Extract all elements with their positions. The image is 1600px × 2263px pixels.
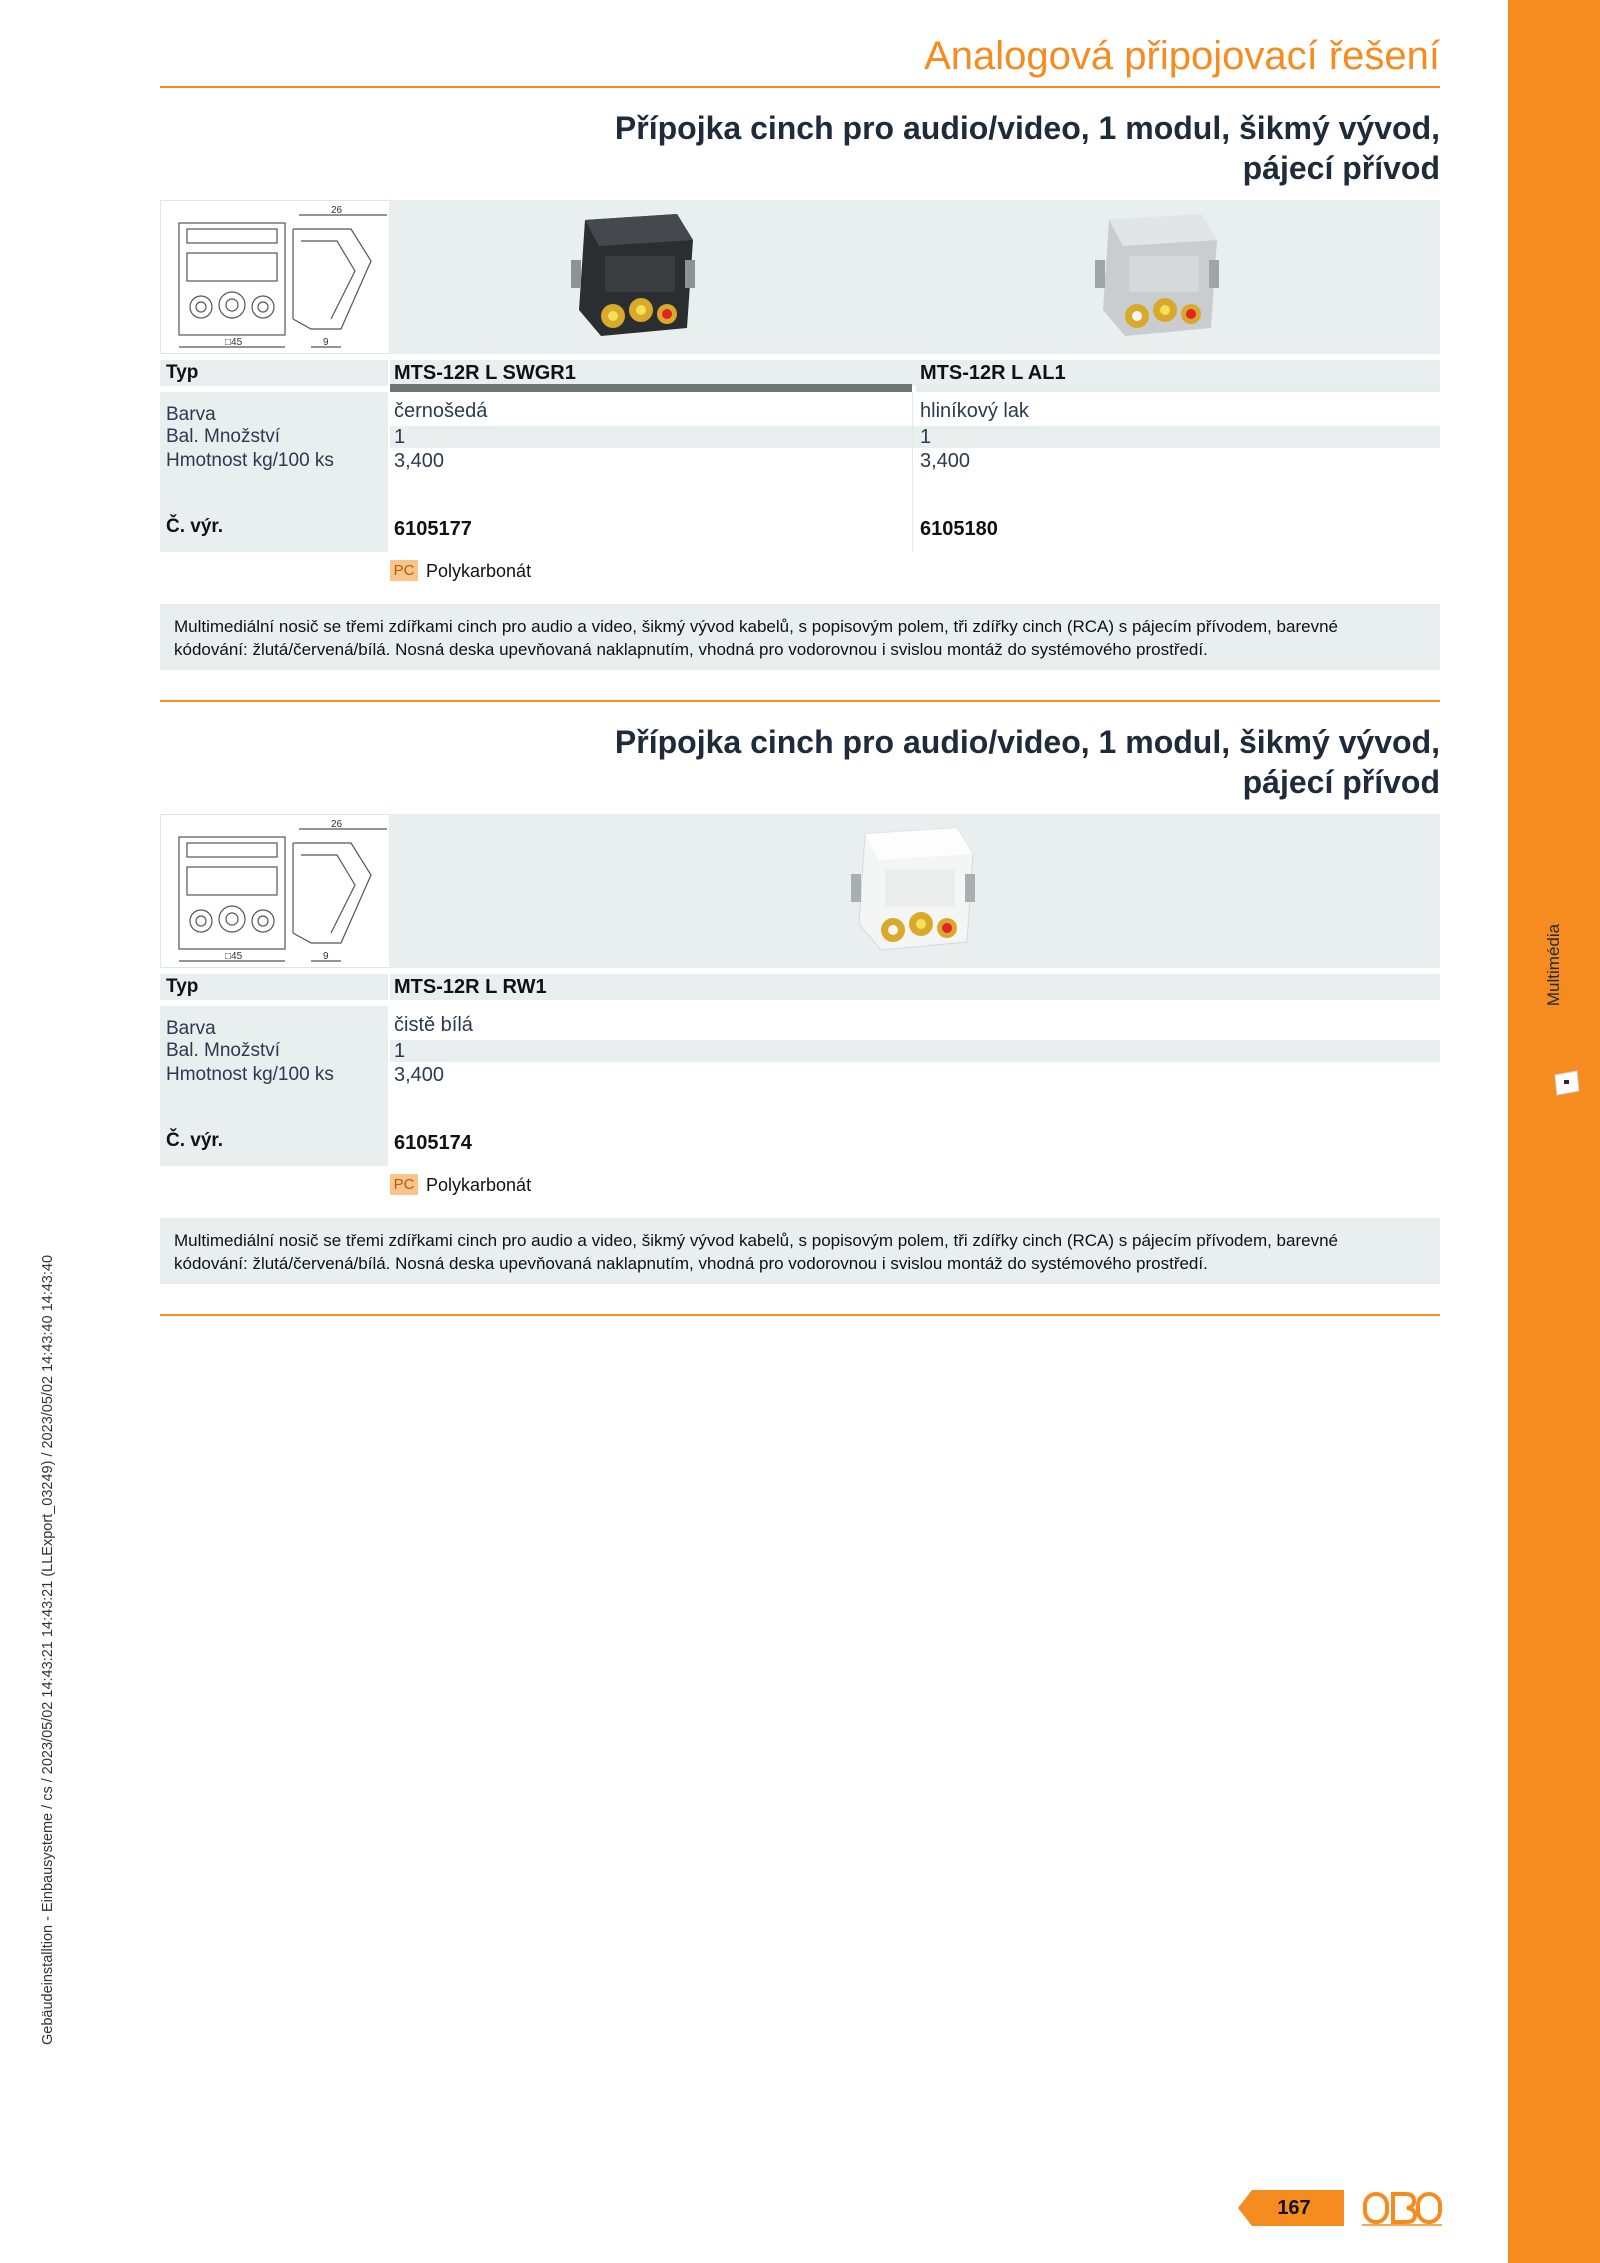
svg-text:26: 26: [331, 205, 343, 216]
obo-logo-icon: [1362, 2188, 1442, 2228]
color-swatch-bar: [390, 384, 912, 392]
material-badge: PC: [390, 1174, 418, 1195]
color-swatch-bar: [916, 384, 1440, 392]
export-metadata: Gebäudeinstalltion - Einbausysteme / cs / 2023/05/02 14:43:21 14:43:21 (LLExport_03249) / 2023/05/02 14:43:40 14:43:40: [40, 1254, 56, 2046]
label-article: Č. výr.: [166, 1130, 224, 1151]
product-weight: 3,400: [920, 450, 971, 472]
svg-text:9: 9: [323, 951, 329, 962]
product-color: hliníkový lak: [920, 400, 1029, 422]
technical-drawing: [160, 814, 390, 968]
product-qty: 1: [920, 426, 932, 448]
product-description: Multimediální nosič se třemi zdířkami cinch pro audio a video, šikmý vývod kabelů, s popisovým polem, tři zdířky cinch (RCA) s pájecím přívodem, barevné kódování: žlutá/červená/bílá. Nosná deska upevňovaná naklapnutím, vhodná pro vodorovnou i svislou montáž do systémového prostředí.: [160, 604, 1440, 670]
product-section-1: [160, 108, 1440, 668]
product-qty: 1: [394, 426, 406, 448]
dimension-drawing-icon: [161, 815, 389, 967]
svg-text:□45: □45: [225, 951, 243, 962]
section-divider: [160, 700, 1440, 702]
technical-drawing: [160, 200, 390, 354]
product-photo-dark: [565, 210, 705, 344]
product-description: Multimediální nosič se třemi zdířkami cinch pro audio a video, šikmý vývod kabelů, s popisovým polem, tři zdířky cinch (RCA) s pájecím přívodem, barevné kódování: žlutá/červená/bílá. Nosná deska upevňovaná naklapnutím, vhodná pro vodorovnou i svislou montáž do systémového prostředí.: [160, 1218, 1440, 1284]
product-qty: 1: [394, 1040, 406, 1062]
label-article: Č. výr.: [166, 516, 224, 537]
svg-text:□45: □45: [225, 337, 243, 348]
product-photo-white: [845, 824, 985, 958]
label-color: Barva: [166, 1018, 216, 1039]
product-color: černošedá: [394, 400, 488, 422]
product-section-2: [160, 722, 1440, 1282]
label-type: Typ: [166, 976, 199, 997]
section-divider: [160, 1314, 1440, 1316]
svg-text:26: 26: [331, 819, 343, 830]
svg-text:OBO: OBO: [1400, 2218, 1404, 2219]
material-name: Polykarbonát: [426, 561, 532, 581]
product-type: MTS-12R L RW1: [394, 976, 547, 998]
product-photo-aluminium: [1089, 210, 1229, 344]
dimension-drawing-icon: [161, 201, 389, 353]
material-name: Polykarbonát: [426, 1175, 532, 1195]
label-qty: Bal. Množství: [166, 426, 281, 447]
product-weight: 3,400: [394, 1064, 445, 1086]
product-images-row: [160, 814, 1440, 968]
product-color: čistě bílá: [394, 1014, 473, 1036]
article-number: 6105180: [920, 518, 998, 540]
product-images-row: [160, 200, 1440, 354]
label-type: Typ: [166, 362, 199, 383]
photo-band: [389, 814, 1440, 968]
label-qty: Bal. Množství: [166, 1040, 281, 1061]
photo-band: [389, 200, 1440, 354]
label-weight: Hmotnost kg/100 ks: [166, 450, 334, 471]
sidebar-category-label: Multimédia: [1544, 923, 1563, 1007]
material-badge: PC: [390, 560, 418, 581]
label-color: Barva: [166, 404, 216, 425]
page-number: 167: [1277, 2197, 1311, 2219]
label-weight: Hmotnost kg/100 ks: [166, 1064, 334, 1085]
article-number: 6105174: [394, 1132, 472, 1154]
section-title: Přípojka cinch pro audio/video, 1 modul, šikmý vývod, pájecí přívod: [614, 110, 1440, 186]
sidebar-band: [1508, 0, 1600, 2263]
product-weight: 3,400: [394, 450, 445, 472]
header-divider: [160, 86, 1440, 88]
product-type: MTS-12R L AL1: [920, 362, 1066, 384]
svg-text:9: 9: [323, 337, 329, 348]
product-type: MTS-12R L SWGR1: [394, 362, 576, 384]
article-number: 6105177: [394, 518, 472, 540]
multimedia-module-icon: [1551, 1067, 1583, 1099]
page-title: Analogová připojovací řešení: [924, 34, 1440, 78]
section-title: Přípojka cinch pro audio/video, 1 modul, šikmý vývod, pájecí přívod: [614, 724, 1440, 800]
